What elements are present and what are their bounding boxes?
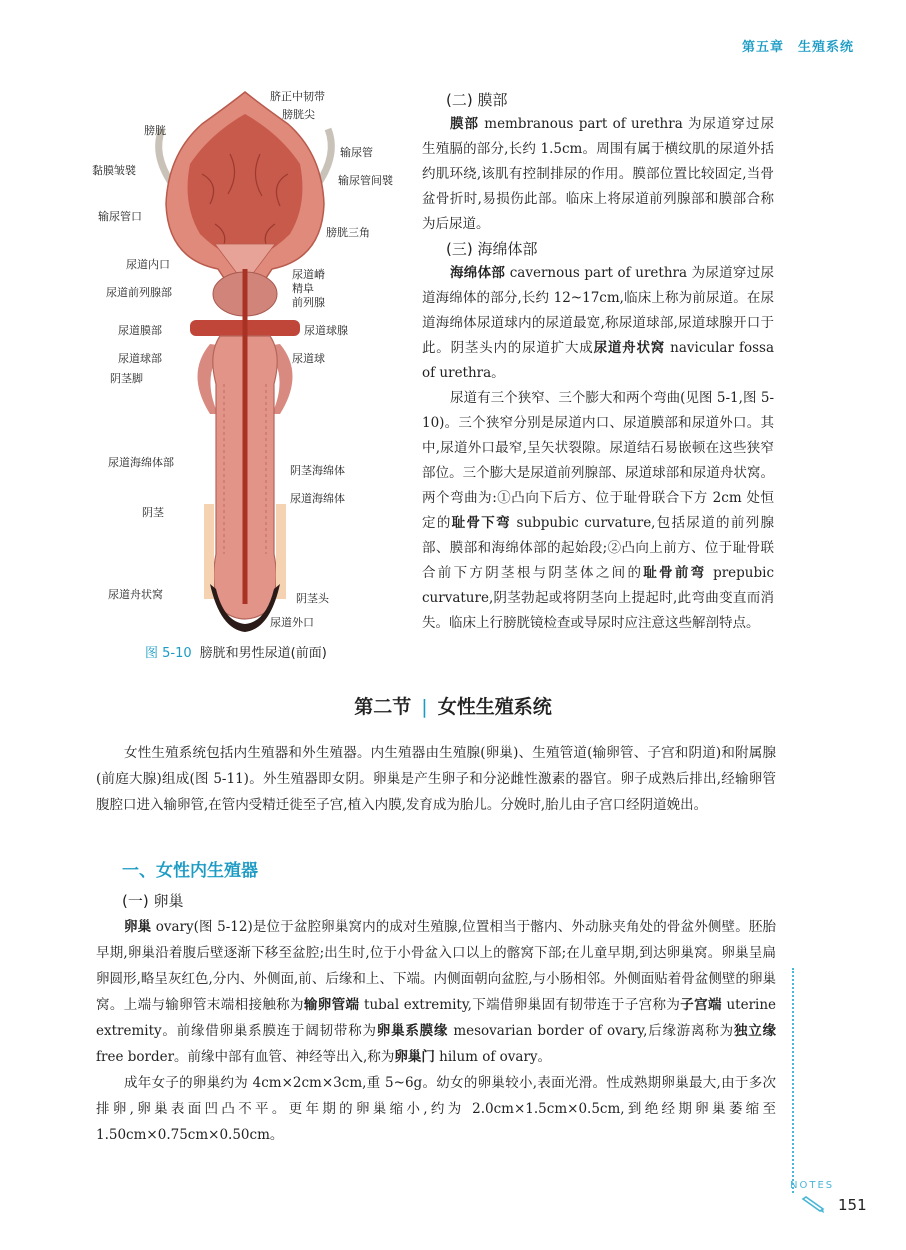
paragraph-membranous bbox=[422, 112, 774, 237]
term: 子宫端 bbox=[680, 997, 722, 1013]
text-run: mesovarian border of ovary,后缘游离称为 bbox=[448, 1023, 734, 1039]
term: 卵巢 bbox=[124, 919, 152, 935]
text-run: free border。前缘中部有血管、神经等出入,称为 bbox=[96, 1049, 395, 1065]
term: 膜部 bbox=[450, 116, 479, 132]
label-bulbourethral-gland: 尿道球腺 bbox=[304, 324, 348, 337]
paragraph-narrowings bbox=[422, 386, 774, 636]
label-apex-of-bladder: 膀胱尖 bbox=[282, 108, 315, 121]
text-run: subpubic curvature,包括尿道的前列腺部、膜部和海绵体部的起始段;②凸向上前方、位于耻骨联合前下方阴茎根与阴茎体之间的 bbox=[422, 515, 775, 581]
term: 耻骨前弯 bbox=[643, 565, 707, 581]
label-penis: 阴茎 bbox=[142, 506, 164, 519]
label-corpus-spongiosum: 尿道海绵体 bbox=[290, 492, 345, 505]
heading-membranous-part: (二) 膜部 bbox=[446, 91, 508, 109]
running-head bbox=[742, 36, 854, 55]
paragraph-cavernous bbox=[422, 261, 774, 386]
label-mucosal-fold: 黏膜皱襞 bbox=[92, 164, 136, 177]
term: 耻骨下弯 bbox=[451, 515, 511, 531]
text-run: cavernous part of urethra 为尿道穿过尿道海绵体的部分,长约 12~17cm,临床上称为前尿道。在尿道海绵体尿道球内的尿道最宽,称尿道球部,尿道球腺开口于此。阴茎头内的尿道扩大成 bbox=[422, 265, 774, 356]
ovary-block bbox=[96, 914, 776, 1148]
label-internal-urethral-orifice: 尿道内口 bbox=[126, 258, 170, 271]
label-bulbous-urethra: 尿道球部 bbox=[118, 352, 162, 365]
heading-female-internal: 一、女性内生殖器 bbox=[122, 861, 258, 881]
term: 卵巢系膜缘 bbox=[376, 1023, 449, 1039]
section-number: 第二节 bbox=[354, 696, 412, 718]
paragraph-ovary bbox=[96, 914, 776, 1070]
text-run: ovary(图 5-12)是位于盆腔卵巢窝内的成对生殖腺,位置相当于髂内、外动脉夹角处的骨盆外侧壁。胚胎早期,卵巢沿着腹后壁逐渐下移至盆腔;出生时,位于小骨盆入口以上的髂窝下部;在儿童早期,到达卵巢窝。卵巢呈扁卵圆形,略呈灰红色,分内、外侧面,前、后缘和上、下端。内侧面朝向盆腔,与小肠相邻。外侧面贴着骨盆侧壁的卵巢窝。上端与输卵管末端相接触称为 bbox=[96, 919, 777, 1013]
label-interureteric-fold: 输尿管间襞 bbox=[338, 174, 393, 187]
label-median-umbilical-ligament: 脐正中韧带 bbox=[270, 90, 325, 103]
text-run: tubal extremity,下端借卵巢固有韧带连于子宫称为 bbox=[359, 997, 681, 1013]
label-trigone: 膀胱三角 bbox=[326, 226, 370, 239]
caption-number: 图 5-10 bbox=[145, 646, 192, 661]
label-prostatic-urethra: 尿道前列腺部 bbox=[106, 286, 172, 299]
pen-icon bbox=[800, 1195, 826, 1215]
label-bulb-of-penis: 尿道球 bbox=[292, 352, 325, 365]
label-bladder: 膀胱 bbox=[144, 124, 166, 137]
section-subtitle: 女性生殖系统 bbox=[437, 696, 552, 718]
label-ureter: 输尿管 bbox=[340, 146, 373, 159]
figure-5-10 bbox=[90, 84, 410, 674]
caption-text: 膀胱和男性尿道(前面) bbox=[199, 646, 327, 661]
chapter-number: 第五章 bbox=[741, 40, 784, 55]
text-run: 尿道有三个狭窄、三个膨大和两个弯曲(见图 5-1,图 5-10)。三个狭窄分别是尿道内口、尿道膜部和尿道外口。其中,尿道外口最窄,呈矢状裂隙。尿道结石易嵌顿在这些狭窄部位。三个膨大是尿道前列腺部、尿道球部和尿道舟状窝。两个弯曲为:①凸向下后方、位于耻骨联合下方 2cm 处恒定的 bbox=[422, 390, 774, 531]
label-membranous-urethra: 尿道膜部 bbox=[118, 324, 162, 337]
label-external-urethral-orifice: 尿道外口 bbox=[270, 616, 314, 629]
text-run: membranous part of urethra 为尿道穿过尿生殖膈的部分,长约 1.5cm。周围有属于横纹肌的尿道外括约肌环绕,该肌有控制排尿的作用。膜部位置比较固定,当骨盆骨折时,易损伤此部。临床上将尿道前列腺部和膜部合称为后尿道。 bbox=[422, 116, 774, 232]
term: 输卵管端 bbox=[303, 997, 360, 1013]
label-glans-penis: 阴茎头 bbox=[296, 592, 329, 605]
paragraph-ovary-size: 成年女子的卵巢约为 4cm×2cm×3cm,重 5~6g。幼女的卵巢较小,表面光滑。性成熟期卵巢最大,由于多次排卵,卵巢表面凹凸不平。更年期的卵巢缩小,约为 2.0cm×1.5cm×0.5cm,到绝经期卵巢萎缩至 1.50cm×0.75cm×0.50cm。 bbox=[96, 1075, 776, 1143]
label-ureteric-orifice: 输尿管口 bbox=[98, 210, 142, 223]
paragraph-intro: 女性生殖系统包括内生殖器和外生殖器。内生殖器由生殖腺(卵巢)、生殖管道(输卵管、子宫和阴道)和附属腺(前庭大腺)组成(图 5-11)。外生殖器即女阴。卵巢是产生卵子和分泌雌性激素的器官。卵子成熟后排出,经输卵管腹腔口进入输卵管,在管内受精迁徙至子宫,植入内膜,发育成为胎儿。分娩时,胎儿由子宫口经阴道娩出。 bbox=[96, 745, 776, 813]
section-separator: | bbox=[421, 696, 428, 718]
notes-label: NOTES bbox=[790, 1180, 835, 1191]
chapter-title: 生殖系统 bbox=[797, 40, 854, 55]
term: 独立缘 bbox=[733, 1023, 777, 1039]
label-crus-of-penis: 阴茎脚 bbox=[110, 372, 143, 385]
notes-margin-line bbox=[792, 968, 794, 1193]
term: 卵巢门 bbox=[394, 1049, 435, 1065]
text-run: prepubic curvature,阴茎勃起或将阴茎向上提起时,此弯曲变直而消失。临床上行膀胱镜检查或导尿时应注意这些解剖特点。 bbox=[422, 565, 775, 631]
page-number: 151 bbox=[838, 1196, 867, 1214]
term: 海绵体部 bbox=[450, 265, 506, 281]
heading-ovary: (一) 卵巢 bbox=[122, 892, 184, 910]
text-run: uterine extremity。前缘借卵巢系膜连于阔韧带称为 bbox=[96, 997, 777, 1039]
text-run: navicular fossa of urethra。 bbox=[422, 340, 775, 381]
label-navicular-fossa: 尿道舟状窝 bbox=[108, 588, 163, 601]
term: 尿道舟状窝 bbox=[593, 340, 666, 356]
label-urethral-crest: 尿道嵴 bbox=[292, 268, 325, 281]
right-column bbox=[422, 88, 774, 636]
text-run: hilum of ovary。 bbox=[434, 1049, 552, 1065]
label-spongy-urethra: 尿道海绵体部 bbox=[108, 456, 174, 469]
intro-block bbox=[96, 740, 776, 818]
label-seminal-colliculus: 精阜 bbox=[292, 282, 314, 295]
label-corpus-cavernosum: 阴茎海绵体 bbox=[290, 464, 345, 477]
label-prostate: 前列腺 bbox=[292, 296, 325, 309]
figure-caption bbox=[145, 642, 327, 661]
section-title bbox=[0, 692, 906, 719]
heading-cavernous-part: (三) 海绵体部 bbox=[446, 240, 538, 258]
